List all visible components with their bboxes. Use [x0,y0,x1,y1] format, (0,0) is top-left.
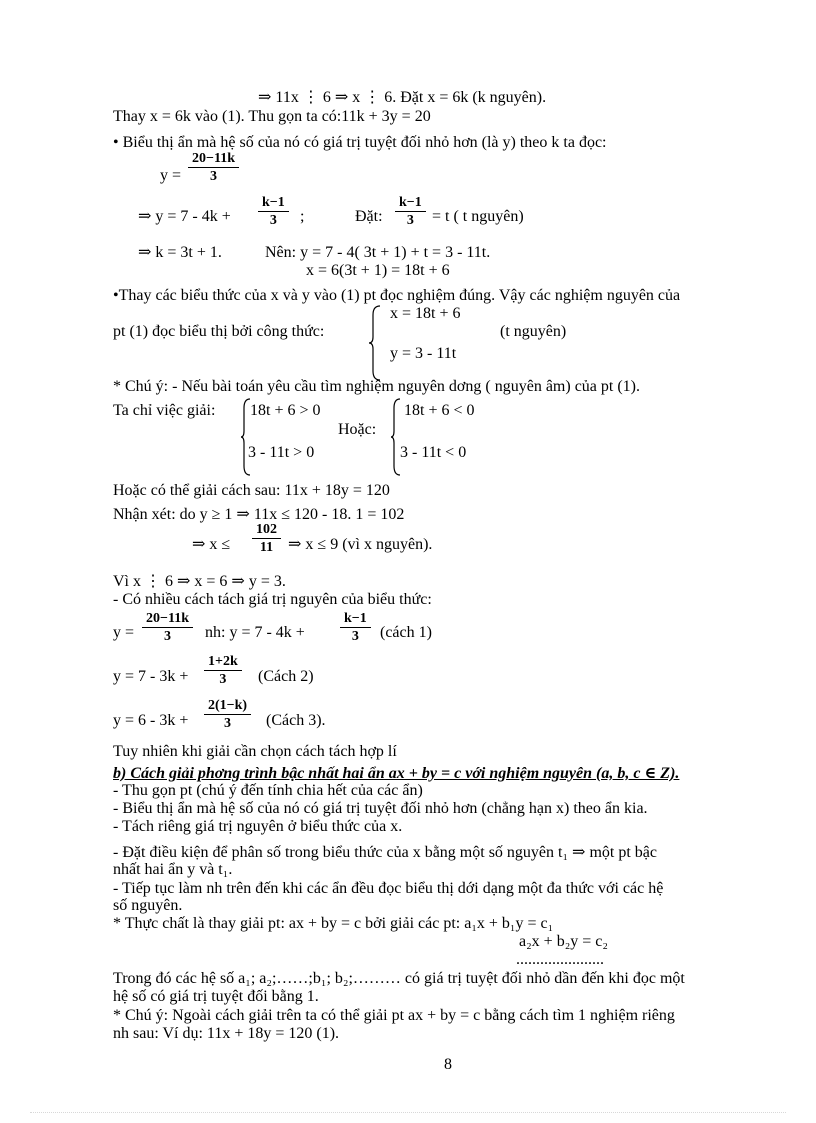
page-number: 8 [444,1056,452,1073]
fraction-denominator: 3 [224,716,232,731]
math-expression: ⇒ k = 3t + 1. [138,244,222,261]
brace-icon [368,305,382,381]
footer-divider [30,1112,786,1113]
text-line: ...................... [516,951,604,968]
text-line: (t nguyên) [500,323,567,340]
text-line: - Tiếp tục làm nh trên đến khi các ẩn đều đọc biểu thị dới dạng một đa thức với các hệ [113,880,664,897]
math-expression: ; [300,208,305,225]
fraction-denominator: 3 [351,629,359,644]
text-line: Tuy nhiên khi giải cần chọn cách tách hợp lí [113,743,397,760]
math-expression: Đặt: [355,208,383,225]
fraction [188,150,239,185]
brace-icon [390,398,402,476]
fraction-numerator: k−1 [340,610,371,628]
fraction [395,194,426,229]
fraction-numerator: 102 [252,521,281,539]
fraction-denominator: 3 [219,672,227,687]
section-heading: b) Cách giải phơng trình bậc nhất hai ẩn ax + by = c với nghiệm nguyên (a, b, c ∈ Z). [113,765,680,782]
math-expression: ⇒ x ≤ [192,536,231,553]
text-line: (cách 1) [380,624,432,641]
fraction-numerator: 2(1−k) [204,697,251,715]
fraction-numerator: 1+2k [204,653,242,671]
text-line: hệ số có giá trị tuyệt đối bằng 1. [113,988,319,1005]
text-line: Nhận xét: do y ≥ 1 ⇒ 11x ≤ 120 - 18. 1 = 102 [113,506,405,523]
fraction [340,610,371,645]
math-expression: a₂x + b₂y = c₂ [519,933,608,950]
math-expression: ⇒ x ≤ 9 (vì x nguyên). [288,536,433,553]
text-line: pt (1) đọc biểu thị bởi công thức: [113,323,325,340]
fraction [142,610,193,645]
math-expression: Nên: y = 7 - 4( 3t + 1) + t = 3 - 11t. [265,244,491,261]
text-line: số nguyên. [113,897,183,914]
math-expression: y = 3 - 11t [390,345,457,362]
math-expression: y = [160,167,182,184]
text-line: Hoặc có thể giải cách sau: 11x + 18y = 120 [113,482,390,499]
math-expression: x = 18t + 6 [390,305,461,322]
text-line: Thay x = 6k vào (1). Thu gọn ta có:11k + 3y = 20 [113,108,431,125]
text-line: - Có nhiều cách tách giá trị nguyên của biểu thức: [113,591,432,608]
fraction-denominator: 3 [406,213,414,228]
text-line: Vì x ⋮ 6 ⇒ x = 6 ⇒ y = 3. [113,573,286,590]
text-line: •Thay các biểu thức của x và y vào (1) pt đọc nghiệm đúng. Vậy các nghiệm nguyên của [113,287,681,304]
math-expression: nh: y = 7 - 4k + [205,624,305,641]
text-line: Hoặc: [338,421,377,438]
text-line: Ta chỉ việc giải: [113,402,216,419]
fraction [204,697,251,732]
math-expression: 18t + 6 < 0 [404,402,475,419]
math-expression: ⇒ y = 7 - 4k + [138,208,231,225]
text-line: • Biểu thị ẩn mà hệ số của nó có giá trị tuyệt đối nhỏ hơn (là y) theo k ta đọc: [113,134,607,151]
fraction [258,194,289,229]
math-expression: 3 - 11t > 0 [248,444,315,461]
text-line: - Biểu thị ẩn mà hệ số của nó có giá trị tuyệt đối nhỏ hơn (chẳng hạn x) theo ẩn kia. [113,800,648,817]
fraction-numerator: k−1 [395,194,426,212]
text-line: - Đặt điều kiện để phân số trong biểu thức của x bằng một số nguyên t₁ ⇒ một pt bậc [113,844,657,861]
text-line: (Cách 2) [258,668,314,685]
text-line: ⇒ 11x ⋮ 6 ⇒ x ⋮ 6. Đặt x = 6k (k nguyên). [258,89,547,106]
math-expression: = t ( t nguyên) [432,208,524,225]
math-expression: x = 6(3t + 1) = 18t + 6 [306,262,450,279]
fraction-denominator: 3 [164,629,171,644]
text-line: - Tách riêng giá trị nguyên ở biểu thức của x. [113,818,403,835]
fraction [204,653,242,688]
fraction-numerator: 20−11k [188,150,239,168]
fraction-denominator: 3 [210,169,217,184]
text-line: Trong đó các hệ số a₁; a₂;……;b₁; b₂;……… có giá trị tuyệt đối nhỏ dần đến khi đọc một [113,970,685,987]
math-expression: y = 6 - 3k + [113,712,189,729]
text-line: - Thu gọn pt (chú ý đến tính chia hết của các ẩn) [113,782,423,799]
fraction [252,521,281,556]
text-line: * Chú ý: - Nếu bài toán yêu cầu tìm nghiệm nguyên dơng ( nguyên âm) của pt (1). [113,378,640,395]
fraction-denominator: 3 [269,213,277,228]
math-expression: y = 7 - 3k + [113,668,189,685]
text-line: nh sau: Ví dụ: 11x + 18y = 120 (1). [113,1025,340,1042]
text-line: nhất hai ẩn y và t₁. [113,861,233,878]
fraction-numerator: k−1 [258,194,289,212]
text-line: * Chú ý: Ngoài cách giải trên ta có thể giải pt ax + by = c bằng cách tìm 1 nghiệm riêng [113,1007,675,1024]
math-expression: y = [113,624,135,641]
text-line: (Cách 3). [266,712,326,729]
text-line: * Thực chất là thay giải pt: ax + by = c bởi giải các pt: a₁x + b₁y = c₁ [113,915,554,932]
math-expression: 18t + 6 > 0 [250,402,321,419]
math-expression: 3 - 11t < 0 [400,444,467,461]
fraction-numerator: 20−11k [142,610,193,628]
fraction-denominator: 11 [259,540,274,555]
